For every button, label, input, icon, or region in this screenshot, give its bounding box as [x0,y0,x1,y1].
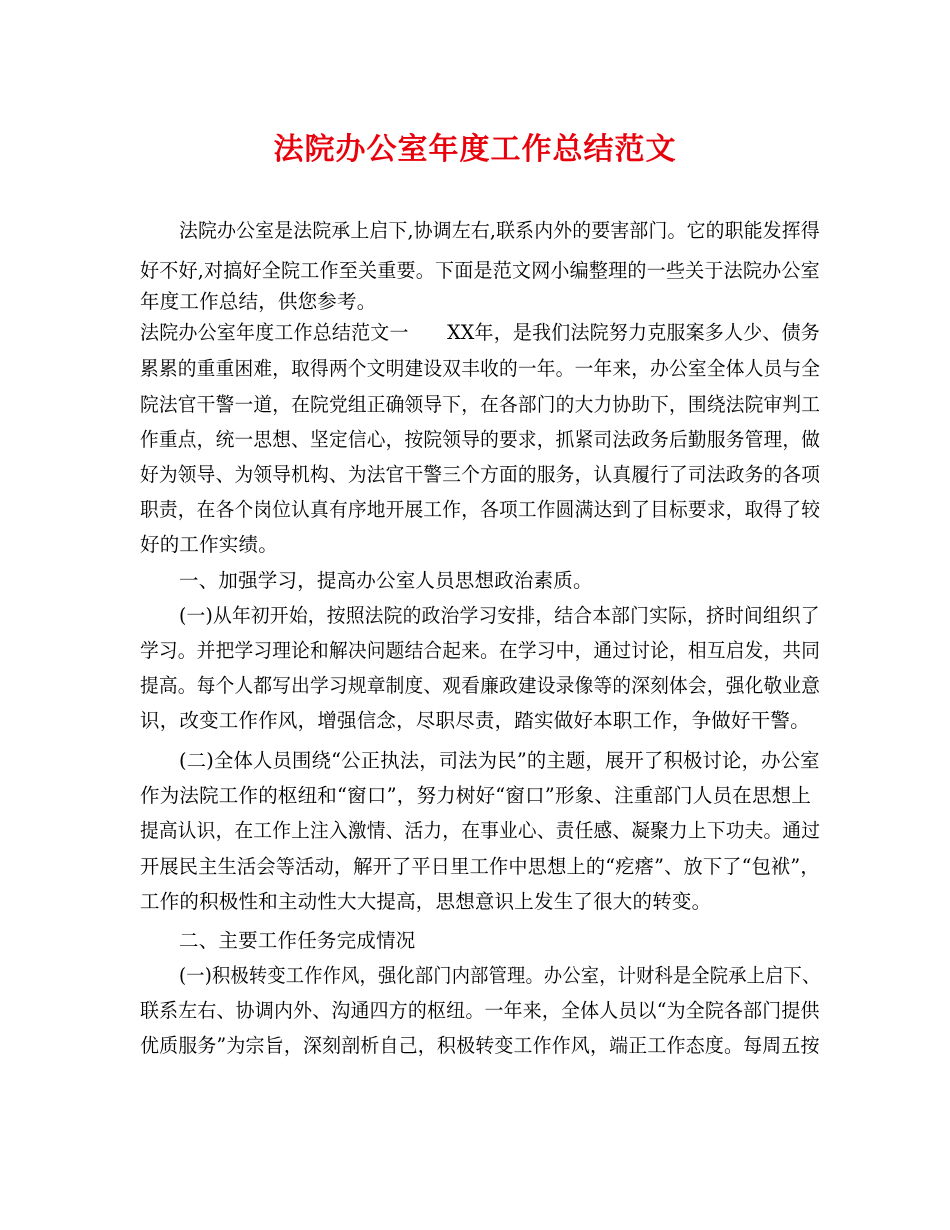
paragraph-line: 作重点，统一思想、坚定信心，按院领导的要求，抓紧司法政务后勤服务管理，做 [140,428,821,451]
paragraph-line: (一)从年初开始，按照法院的政治学习安排，结合本部门实际，挤时间组织了 [179,604,820,627]
paragraph-line: 二、主要工作任务完成情况 [179,929,416,952]
paragraph-line: 识，改变工作作风，增强信念，尽职尽责，踏实做好本职工作，争做好干警。 [140,709,810,732]
paragraph-line: 院法官干警一道，在院党组正确领导下，在各部门的大力协助下，围绕法院审判工 [140,393,821,416]
paragraph-line: 年度工作总结，供您参考。 [140,290,377,313]
paragraph-line: 优质服务”为宗旨，深刻剖析自己，积极转变工作作风，端正工作态度。每周五按 [140,1034,820,1057]
paragraph-line: 好为领导、为领导机构、为法官干警三个方面的服务，认真履行了司法政务的各项 [140,463,821,486]
paragraph-line: 好的工作实绩。 [140,533,278,556]
paragraph-line: 作为法院工作的枢纽和“窗口”，努力树好“窗口”形象、注重部门人员在思想上 [140,784,812,807]
paragraph-line: 累累的重重困难，取得两个文明建设双丰收的一年。一年来，办公室全体人员与全 [140,357,821,380]
paragraph-line: 职责，在各个岗位认真有序地开展工作，各项工作圆满达到了目标要求，取得了较 [140,498,821,521]
paragraph-line: 开展民主生活会等活动，解开了平日里工作中思想上的“疙瘩”、放下了“包袱”， [140,855,820,878]
paragraph-line: 工作的积极性和主动性大大提高，思想意识上发生了很大的转变。 [140,890,712,913]
document-title: 法院办公室年度工作总结范文 [273,132,677,167]
paragraph-line: 法院办公室是法院承上启下,协调左右,联系内外的要害部门。它的职能发挥得 [179,219,820,242]
paragraph-line: 提高。每个人都写出学习规章制度、观看廉政建设录像等的深刻体会，强化敬业意 [140,674,821,697]
paragraph-line: 学习。并把学习理论和解决问题结合起来。在学习中，通过讨论，相互启发，共同 [140,639,821,662]
paragraph-line: (一)积极转变工作作风，强化部门内部管理。办公室，计财科是全院承上启下、 [179,964,821,987]
paragraph-line: 法院办公室年度工作总结范文一 XX年，是我们法院努力克服案多人少、债务 [140,321,820,344]
paragraph-line: 联系左右、协调内外、沟通四方的枢纽。一年来，全体人员以“为全院各部门提供 [140,999,820,1022]
paragraph-line: 好不好,对搞好全院工作至关重要。下面是范文网小编整理的一些关于法院办公室 [140,259,820,282]
paragraph-line: 一、加强学习，提高办公室人员思想政治素质。 [179,569,593,592]
paragraph-line: (二)全体人员围绕“公正执法，司法为民”的主题，展开了积极讨论，办公室 [179,749,820,772]
paragraph-line: 提高认识，在工作上注入激情、活力，在事业心、责任感、凝聚力上下功夫。通过 [140,819,821,842]
